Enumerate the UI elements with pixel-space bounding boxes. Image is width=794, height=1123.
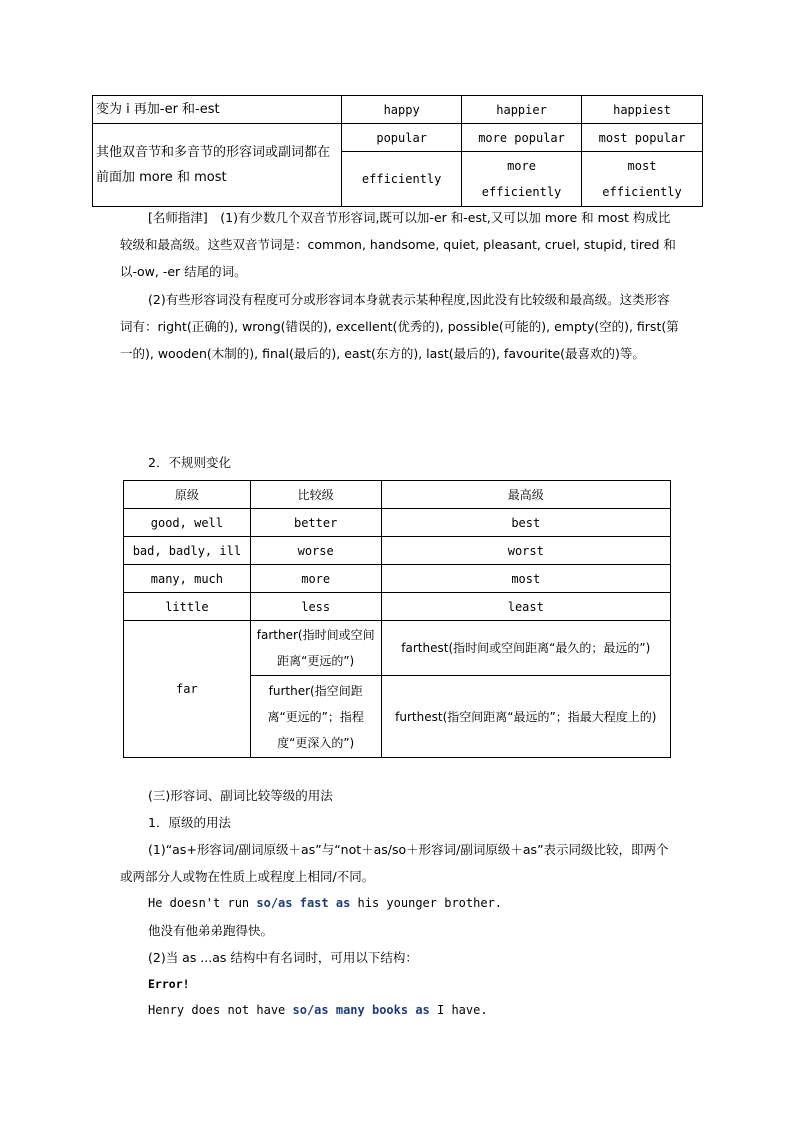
comparative-cell: better bbox=[250, 509, 381, 537]
table-header-row bbox=[124, 481, 671, 509]
subsection-heading: 1．原级的用法 bbox=[148, 815, 231, 830]
superlative-cell: best bbox=[381, 509, 670, 537]
comparative-cell: more efficiently bbox=[462, 152, 582, 207]
superlative-cell: furthest(指空间距离“最远的”；指最大程度上的) bbox=[381, 676, 670, 758]
comparative-cell: further(指空间距离“更远的”；指程度“更深入的”) bbox=[250, 676, 381, 758]
section-heading: (三)形容词、副词比较等级的用法 bbox=[148, 788, 333, 803]
comparative-cell: farther(指时间或空间距离“更远的”) bbox=[250, 621, 381, 676]
comparative-cell: less bbox=[250, 593, 381, 621]
irregular-heading: 2．不规则变化 bbox=[148, 455, 231, 470]
comparative-cell: worse bbox=[250, 537, 381, 565]
rule-cell: 变为 i 再加-er 和-est bbox=[93, 96, 342, 124]
rule-cell: 其他双音节和多音节的形容词或副词都在前面加 more 和 most bbox=[93, 124, 342, 207]
table-row bbox=[93, 124, 703, 152]
highlighted-phrase: so/as fast as bbox=[256, 896, 351, 910]
table-row bbox=[124, 509, 671, 537]
example-sentence-1 bbox=[148, 890, 502, 917]
base-cell: happy bbox=[342, 96, 462, 124]
superlative-cell: most efficiently bbox=[582, 152, 703, 207]
superlative-cell: most popular bbox=[582, 124, 703, 152]
table-row bbox=[124, 593, 671, 621]
header-superlative: 最高级 bbox=[381, 481, 670, 509]
superlative-cell: worst bbox=[381, 537, 670, 565]
table-row bbox=[124, 565, 671, 593]
base-cell: popular bbox=[342, 124, 462, 152]
base-cell: good, well bbox=[124, 509, 251, 537]
base-cell: far bbox=[124, 621, 251, 758]
comparative-cell: more popular bbox=[462, 124, 582, 152]
superlative-cell: most bbox=[381, 565, 670, 593]
irregular-forms-table bbox=[123, 480, 671, 758]
example-text: I have. bbox=[429, 1003, 488, 1017]
base-cell: efficiently bbox=[342, 152, 462, 207]
highlighted-phrase: so/as many books as bbox=[292, 1003, 430, 1017]
base-cell: bad, badly, ill bbox=[124, 537, 251, 565]
comparison-rules-table bbox=[92, 95, 703, 207]
superlative-cell: happiest bbox=[582, 96, 703, 124]
tip-paragraph-1: [名师指津] (1)有少数几个双音节形容词,既可以加-er 和-est,又可以加 more 和 most 构成比较级和最高级。这些双音节词是：common, handsome, quiet, pleasant, cruel, stupid, tired 和以-ow, -er 结尾的词。 bbox=[120, 210, 676, 279]
table-row bbox=[124, 537, 671, 565]
comparative-cell: more bbox=[250, 565, 381, 593]
example-text: He doesn't run bbox=[148, 896, 257, 910]
base-cell: many, much bbox=[124, 565, 251, 593]
usage-paragraph-2: (2)当 as ...as 结构中有名词时，可用以下结构： bbox=[148, 950, 418, 965]
table-row bbox=[124, 621, 671, 676]
example-sentence-2 bbox=[148, 997, 488, 1024]
table-row bbox=[93, 96, 703, 124]
example-translation-1: 他没有他弟弟跑得快。 bbox=[148, 923, 274, 938]
base-cell: little bbox=[124, 593, 251, 621]
error-label: Error! bbox=[148, 977, 190, 991]
header-comparative: 比较级 bbox=[250, 481, 381, 509]
superlative-cell: least bbox=[381, 593, 670, 621]
comparative-cell: happier bbox=[462, 96, 582, 124]
usage-paragraph-1: (1)“as+形容词/副词原级＋as”与“not＋as/so＋形容词/副词原级＋as”表示同级比较，即两个或两部分人或物在性质上或程度上相同/不同。 bbox=[120, 842, 669, 884]
example-text: Henry does not have bbox=[148, 1003, 293, 1017]
header-base: 原级 bbox=[124, 481, 251, 509]
tip-paragraph-2: (2)有些形容词没有程度可分或形容词本身就表示某种程度,因此没有比较级和最高级。这类形容词有：right(正确的), wrong(错误的), excellent(优秀的), possible(可能的), empty(空的), first(第一的), wooden(木制的), final(最后的), east(东方的), last(最后的), favourite(最喜欢的)等。 bbox=[120, 292, 679, 361]
example-text: his younger brother. bbox=[350, 896, 503, 910]
superlative-cell: farthest(指时间或空间距离“最久的；最远的”) bbox=[381, 621, 670, 676]
